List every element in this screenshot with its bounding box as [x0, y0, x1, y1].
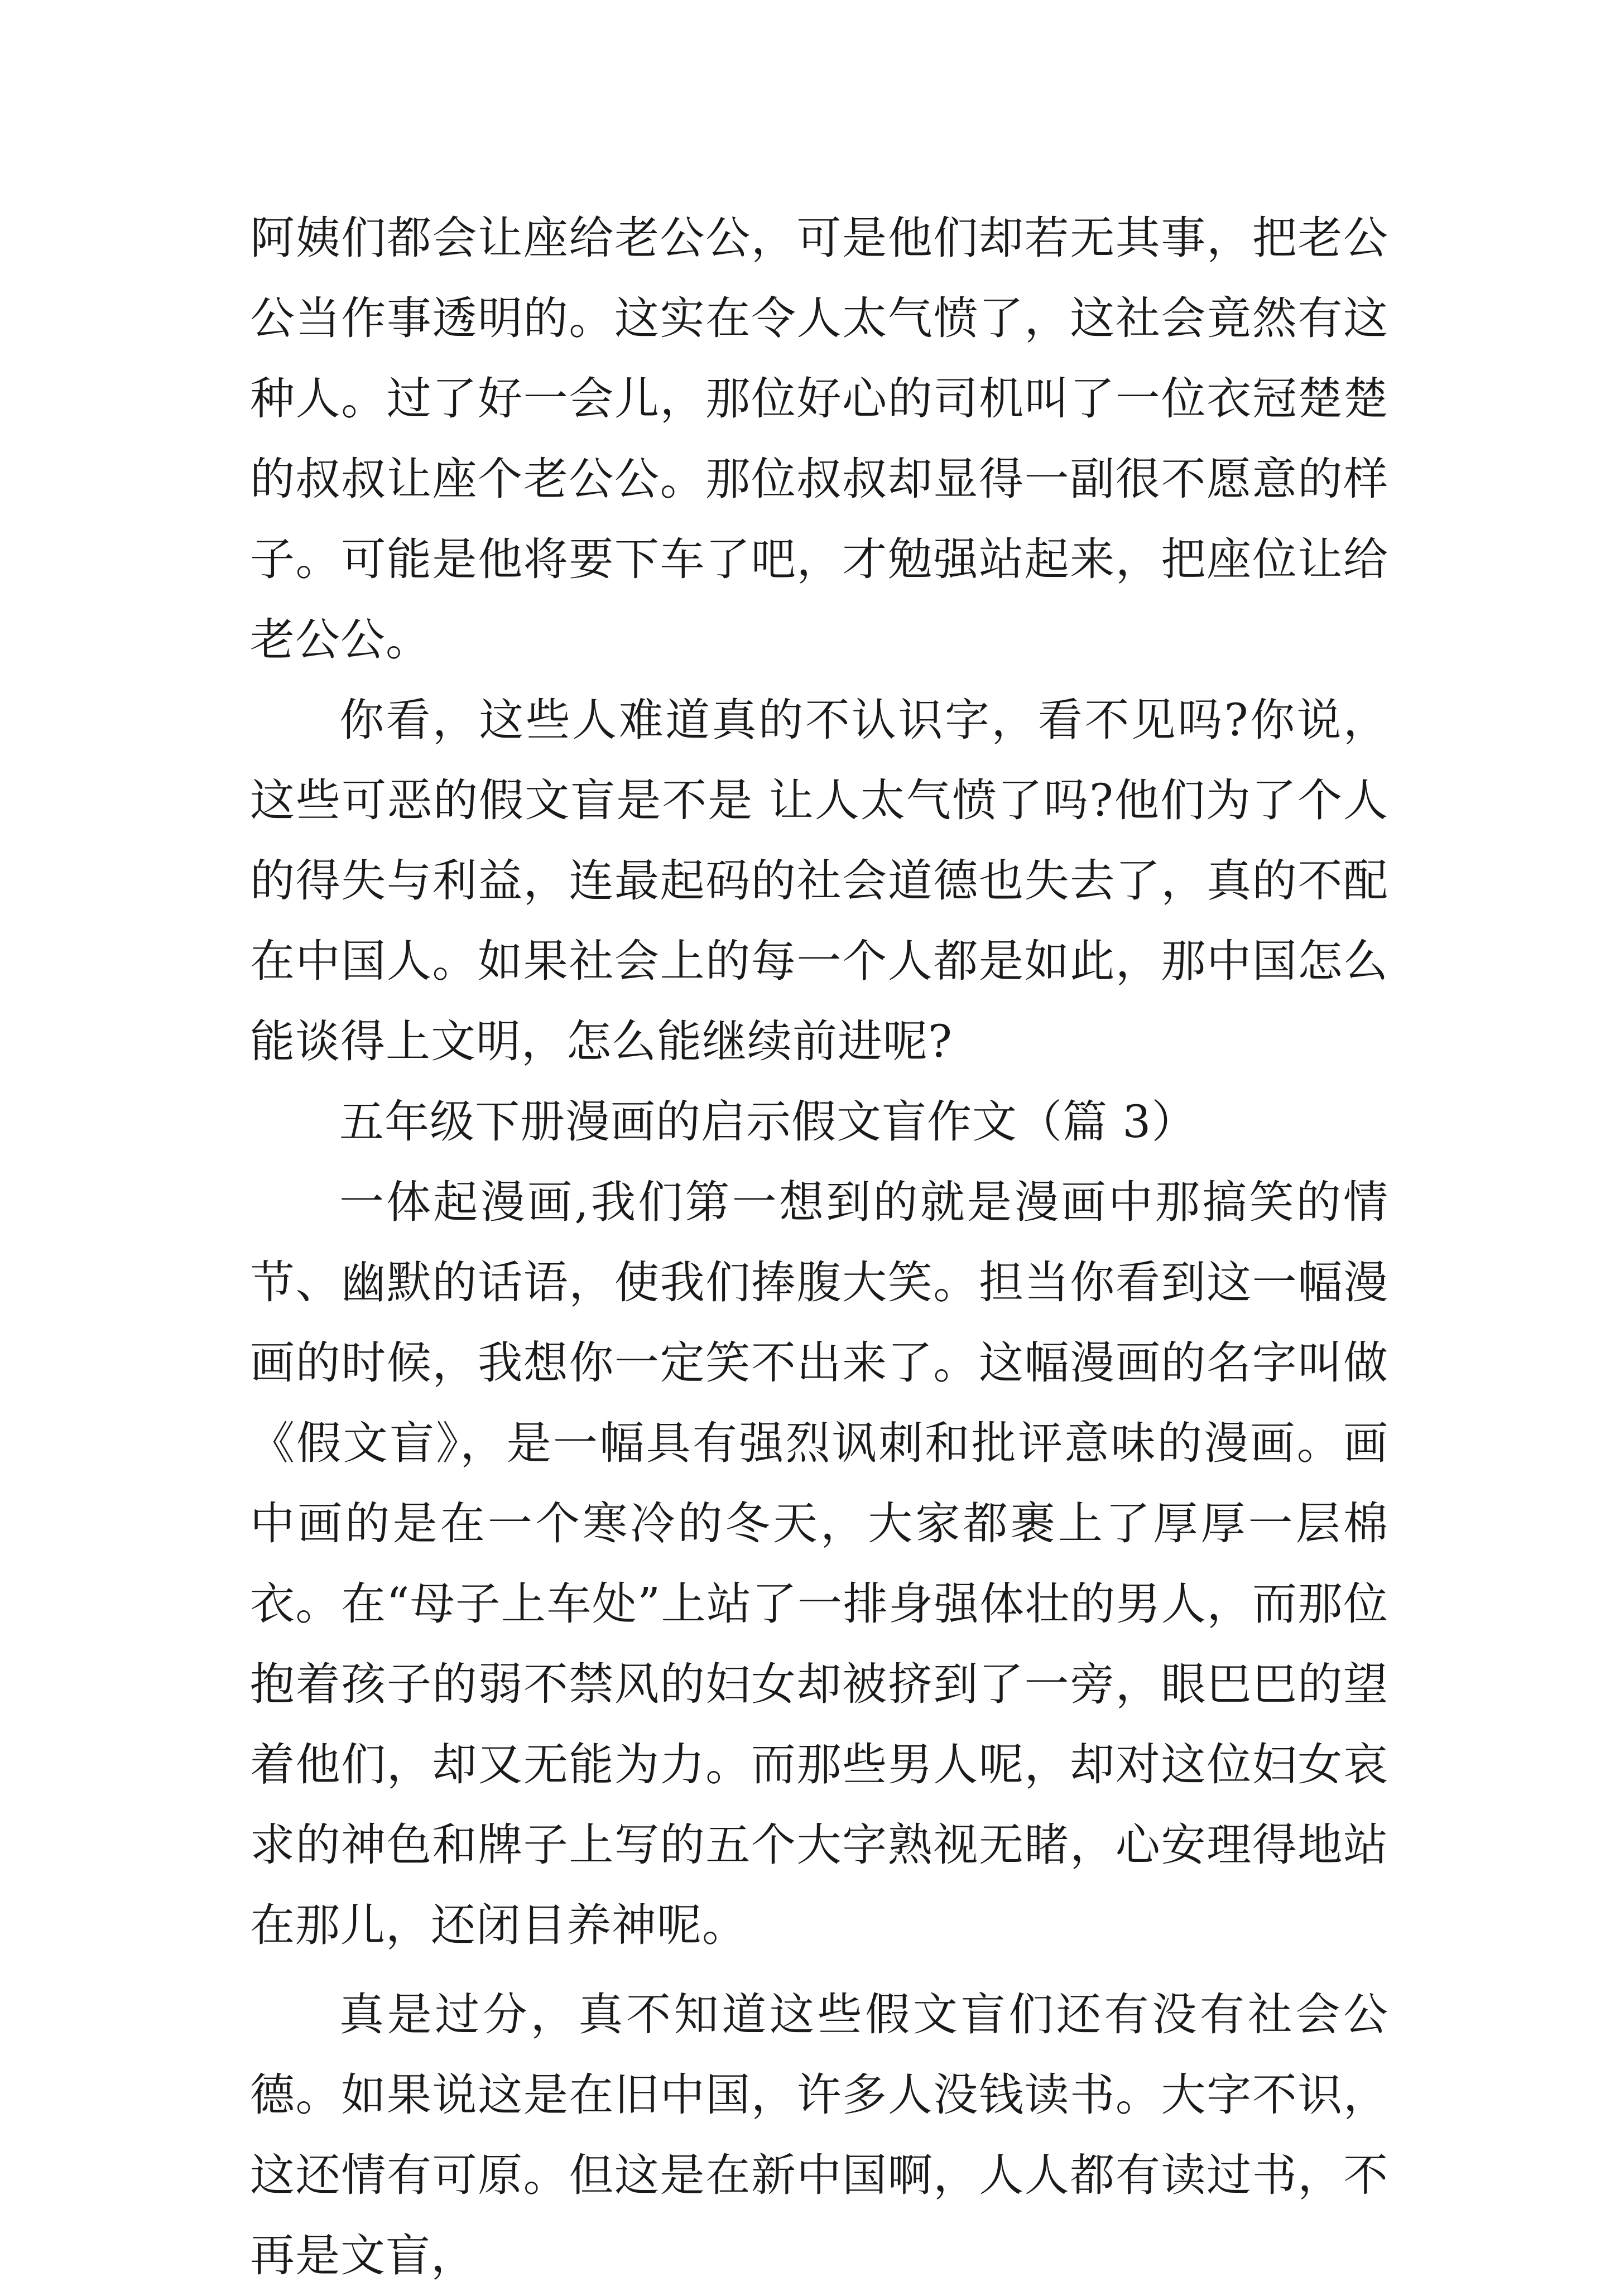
section-heading: 五年级下册漫画的启示假文盲作文（篇 3）	[339, 1096, 1197, 1148]
paragraph: 真是过分，真不知道这些假文盲们还有没有社会公德。如果说这是在旧中国，许多人没钱读书。大字不识，这还情有可原。但这是在新中国啊，人人都有读过书，不再是文盲，	[250, 1989, 1388, 2281]
paragraph: 一体起漫画,我们第一想到的就是漫画中那搞笑的情节、幽默的话语，使我们捧腹大笑。担当你看到这一幅漫画的时候，我想你一定笑不出来了。这幅漫画的名字叫做《假文盲》，是一幅具有强烈讽刺和批评意味的漫画。画中画的是在一个寒冷的冬天，大家都裹上了厚厚一层棉衣。在“母子上车处”上站了一排身强体壮的男人，而那位抱着孩子的弱不禁风的妇女却被挤到了一旁，眼巴巴的望着他们，却又无能为力。而那些男人呢，却对这位妇女哀求的神色和牌子上写的五个大字熟视无睹，心安理得地站在那儿，还闭目养神呢。	[250, 1176, 1388, 1951]
paragraph: 你看，这些人难道真的不认识字，看不见吗?你说，这些可恶的假文盲是不是 让人太气愤了吗?他们为了个人的得失与利益，连最起码的社会道德也失去了，真的不配在中国人。如果社会上的每一个人都是如此，那中国怎么能谈得上文明，怎么能继续前进呢?	[250, 694, 1388, 1067]
document-body	[250, 198, 1388, 2296]
paragraph-continued: 阿姨们都会让座给老公公，可是他们却若无其事，把老公公当作事透明的。这实在令人太气愤了，这社会竟然有这种人。过了好一会儿，那位好心的司机叫了一位衣冠楚楚的叔叔让座个老公公。那位叔叔却显得一副很不愿意的样子。可能是他将要下车了吧，才勉强站起来，把座位让给老公公。	[250, 212, 1388, 666]
